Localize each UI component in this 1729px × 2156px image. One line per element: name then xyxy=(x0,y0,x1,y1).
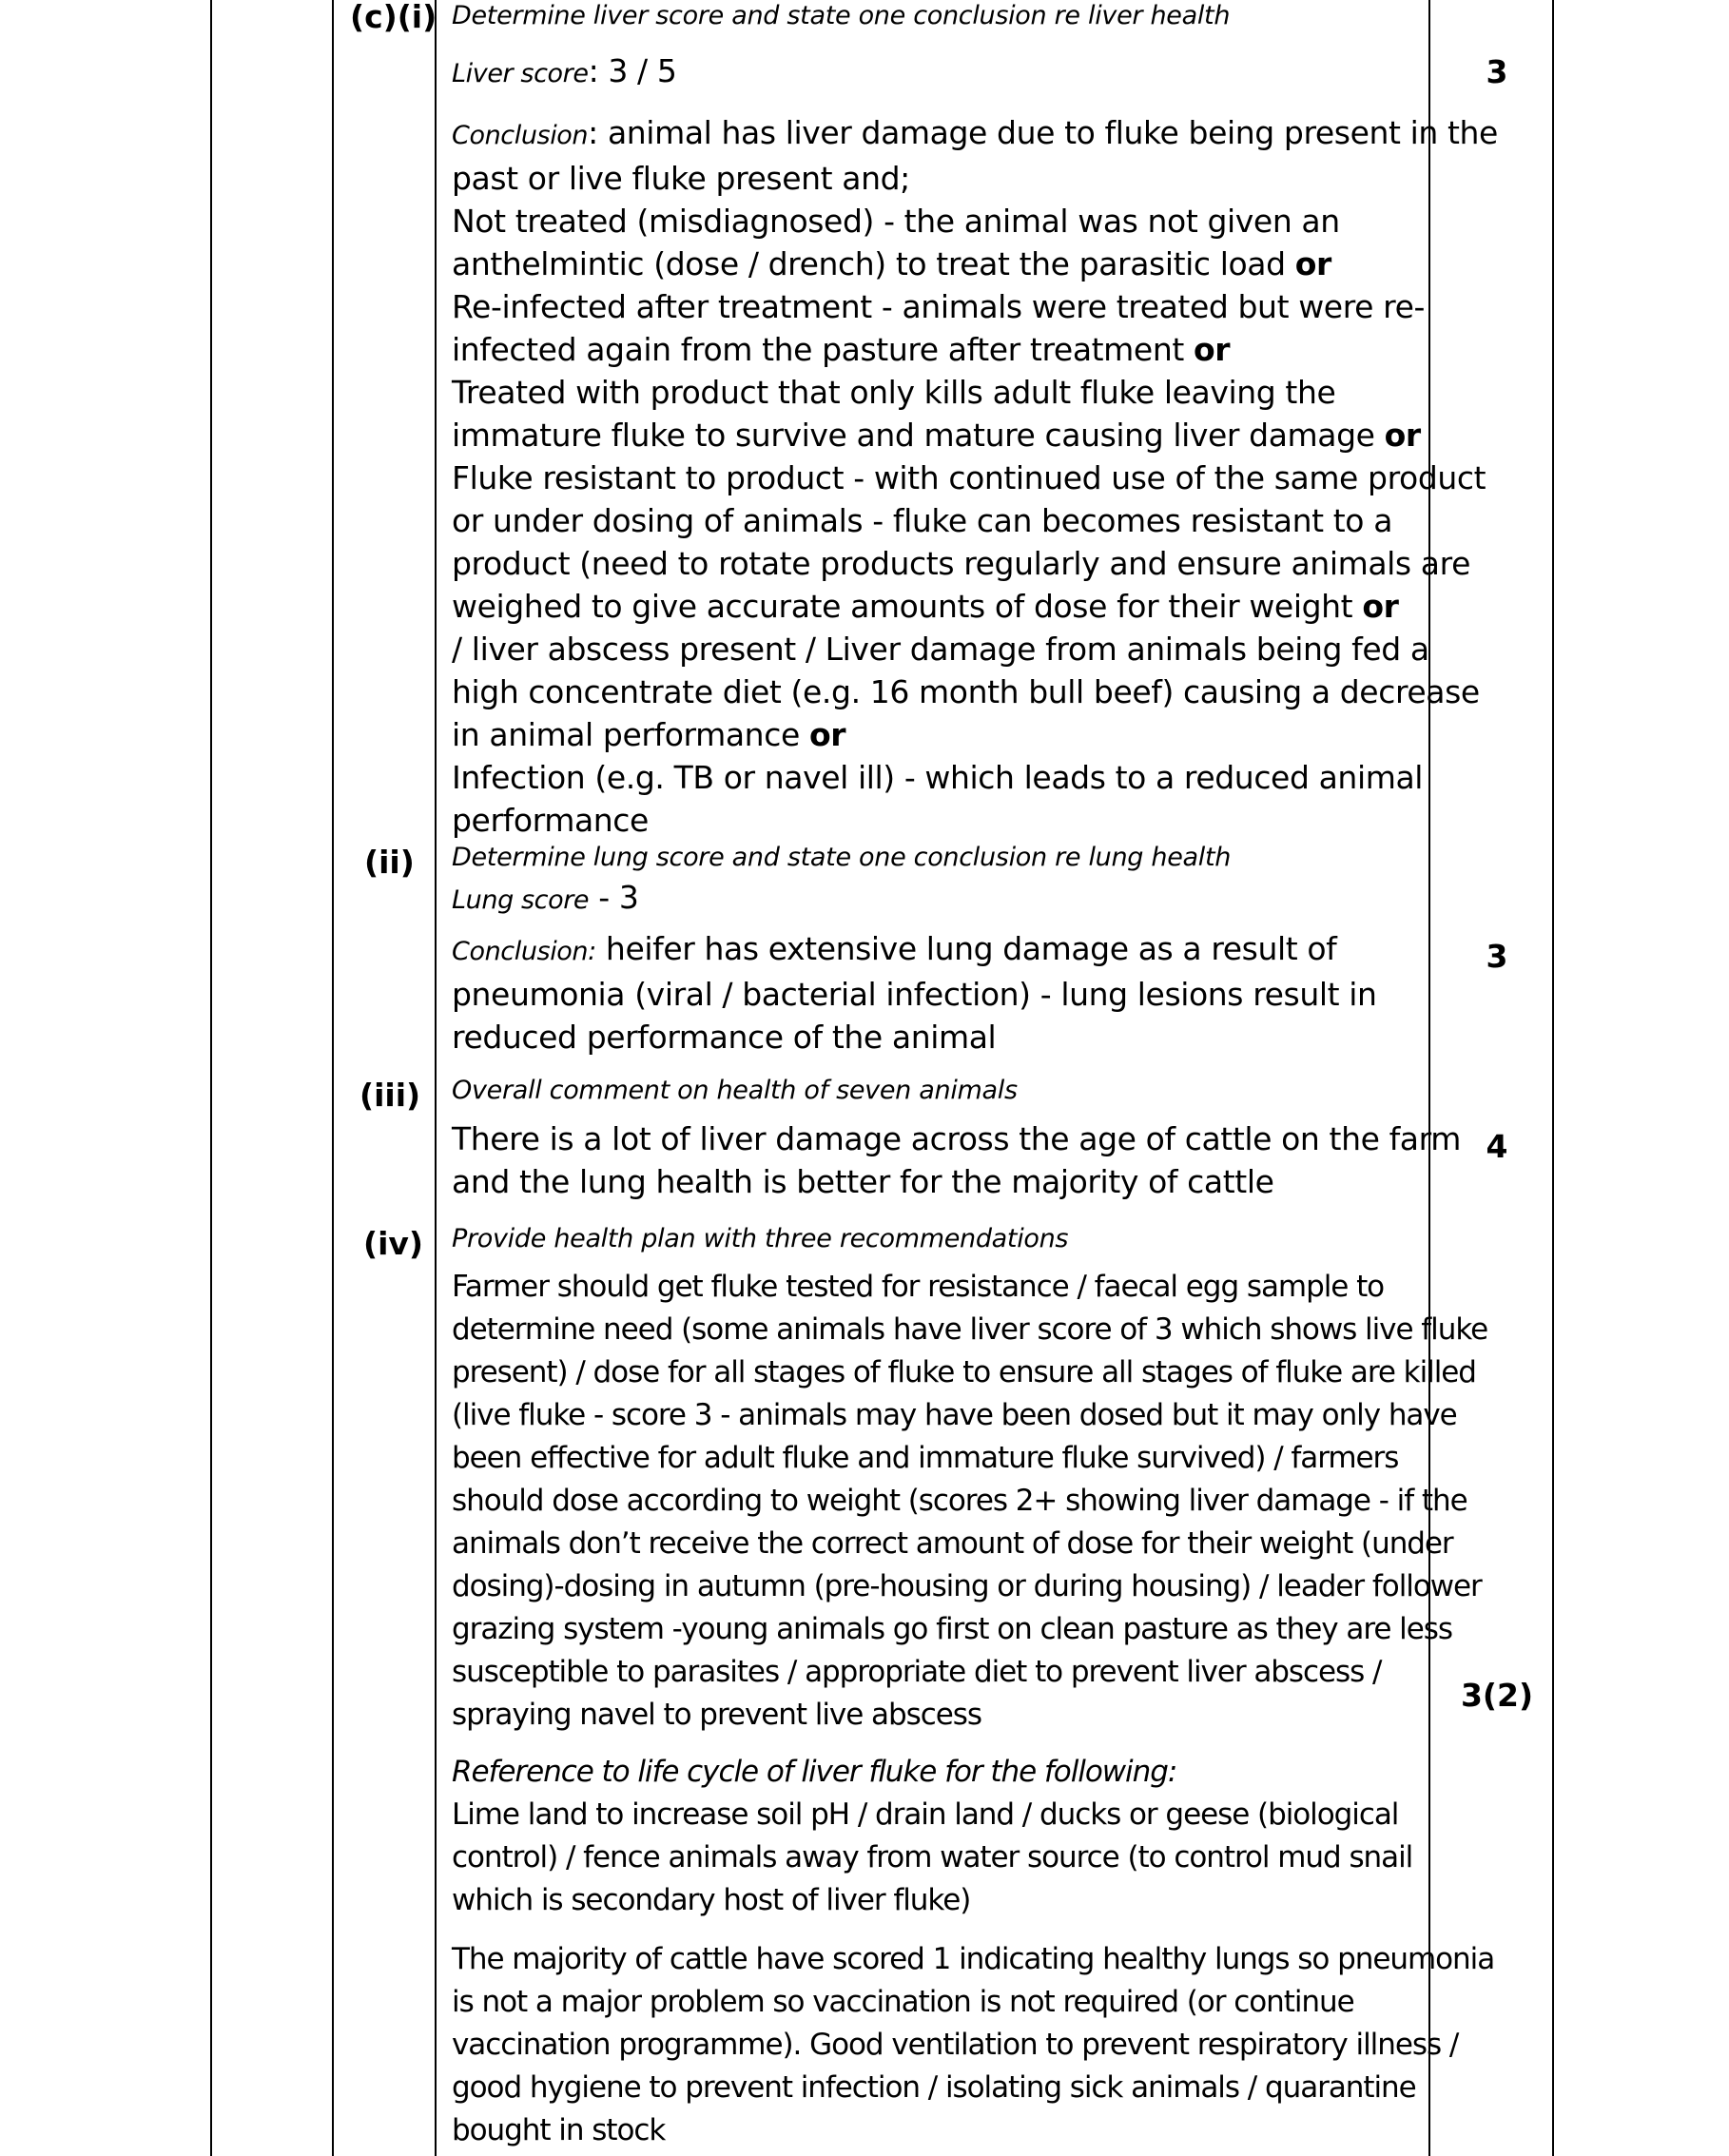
plan-line: bought in stock xyxy=(452,2113,666,2147)
overall-comment-line-1: There is a lot of liver damage across the age of cattle on the farm xyxy=(452,1120,1461,1157)
table-divider-answer xyxy=(435,0,437,2156)
part-label-iii: (iii) xyxy=(359,1077,421,1114)
plan-line: spraying navel to prevent live abscess xyxy=(452,1698,981,1732)
plan-line: present) / dose for all stages of fluke to ensure all stages of fluke are killed xyxy=(452,1355,1476,1389)
marks-ii: 3 xyxy=(1486,938,1508,975)
plan-line: which is secondary host of liver fluke) xyxy=(452,1883,971,1917)
plan-line: Lime land to increase soil pH / drain land / ducks or geese (biological xyxy=(452,1797,1399,1832)
or-keyword: or xyxy=(1294,245,1331,282)
liver-conclusion-line-15: in animal performance or xyxy=(452,716,846,753)
liver-conclusion-line-12: weighed to give accurate amounts of dose for their weight or xyxy=(452,588,1399,625)
lung-conclusion-label: Conclusion: xyxy=(452,937,596,966)
plan-line: The majority of cattle have scored 1 indicating healthy lungs so pneumonia xyxy=(452,1942,1495,1976)
lung-conclusion-line-3: reduced performance of the animal xyxy=(452,1019,997,1056)
plan-line: been effective for adult fluke and immature fluke survived) / farmers xyxy=(452,1441,1399,1475)
liver-conclusion-line-7: Treated with product that only kills adult fluke leaving the xyxy=(452,374,1336,411)
lung-conclusion xyxy=(452,927,1377,1059)
marks-iv: 3(2) xyxy=(1460,1677,1534,1714)
liver-conclusion-line-6: infected again from the pasture after treatment or xyxy=(452,331,1231,368)
plan-line: is not a major problem so vaccination is not required (or continue xyxy=(452,1985,1354,2019)
liver-conclusion-line-10: or under dosing of animals - fluke can becomes resistant to a xyxy=(452,502,1393,539)
health-plan-paragraph-2 xyxy=(452,1751,1412,1922)
lung-score-value: - 3 xyxy=(589,879,639,916)
liver-score-value: : 3 / 5 xyxy=(588,52,677,89)
plan-line: vaccination programme). Good ventilation to prevent respiratory illness / xyxy=(452,2028,1459,2062)
liver-conclusion-line-4: anthelmintic (dose / drench) to treat the parasitic load or xyxy=(452,245,1331,282)
lung-conclusion-line-1: Conclusion: heifer has extensive lung damage as a result of xyxy=(452,930,1337,967)
liver-conclusion-line-13: / liver abscess present / Liver damage from animals being fed a xyxy=(452,631,1429,668)
liver-score-line xyxy=(452,49,676,95)
liver-score-label: Liver score xyxy=(452,59,589,88)
liver-conclusion-line-16: Infection (e.g. TB or navel ill) - which leads to a reduced animal xyxy=(452,759,1424,796)
overall-comment-line-2: and the lung health is better for the majority of cattle xyxy=(452,1163,1274,1200)
or-keyword: or xyxy=(808,716,846,753)
marks-c-i: 3 xyxy=(1486,53,1508,90)
plan-line: good hygiene to prevent infection / isolating sick animals / quarantine xyxy=(452,2070,1416,2105)
part-label-ii: (ii) xyxy=(364,844,415,881)
part-label-iv: (iv) xyxy=(363,1225,423,1262)
part-label-c-i: (c)(i) xyxy=(350,0,437,35)
or-keyword: or xyxy=(1384,417,1421,454)
health-plan-paragraph-3 xyxy=(452,1938,1494,2152)
health-plan-paragraph-1 xyxy=(452,1266,1487,1737)
lung-score-label: Lung score xyxy=(452,885,590,915)
plan-line: should dose according to weight (scores 2+ showing liver damage - if the xyxy=(452,1484,1467,1518)
plan-line: control) / fence animals away from water source (to control mud snail xyxy=(452,1840,1413,1874)
marks-iii: 4 xyxy=(1486,1128,1508,1165)
instruction-c-i: Determine liver score and state one conclusion re liver health xyxy=(452,1,1231,30)
or-keyword: or xyxy=(1362,588,1399,625)
liver-conclusion-line-1: Conclusion: animal has liver damage due to fluke being present in the xyxy=(452,114,1498,151)
plan-line: susceptible to parasites / appropriate diet to prevent liver abscess / xyxy=(452,1655,1382,1689)
liver-conclusion-line-14: high concentrate diet (e.g. 16 month bull beef) causing a decrease xyxy=(452,673,1480,710)
table-divider-label xyxy=(332,0,334,2156)
liver-conclusion xyxy=(452,111,1498,842)
liver-conclusion-line-3: Not treated (misdiagnosed) - the animal was not given an xyxy=(452,203,1340,240)
overall-comment xyxy=(452,1117,1461,1203)
table-border-right xyxy=(1552,0,1554,2156)
liver-conclusion-line-5: Re-infected after treatment - animals were treated but were re- xyxy=(452,288,1425,325)
plan-line: grazing system -young animals go first on clean pasture as they are less xyxy=(452,1612,1452,1646)
liver-conclusion-line-8: immature fluke to survive and mature causing liver damage or xyxy=(452,417,1421,454)
plan-line: animals don’t receive the correct amount of dose for their weight (under xyxy=(452,1526,1453,1561)
or-keyword: or xyxy=(1193,331,1231,368)
plan-line: (live fluke - score 3 - animals may have been dosed but it may only have xyxy=(452,1398,1457,1432)
liver-conclusion-line-9: Fluke resistant to product - with continued use of the same product xyxy=(452,459,1486,496)
instruction-ii: Determine lung score and state one conclusion re lung health xyxy=(452,843,1232,872)
liver-conclusion-line-11: product (need to rotate products regularly and ensure animals are xyxy=(452,545,1470,582)
instruction-iv: Provide health plan with three recommendations xyxy=(452,1224,1069,1253)
plan-line: Farmer should get fluke tested for resistance / faecal egg sample to xyxy=(452,1270,1385,1304)
plan-line: dosing)-dosing in autumn (pre-housing or during housing) / leader follower xyxy=(452,1569,1482,1603)
lung-conclusion-line-2: pneumonia (viral / bacterial infection) - lung lesions result in xyxy=(452,976,1377,1013)
liver-conclusion-line-2: past or live fluke present and; xyxy=(452,160,910,197)
liver-conclusion-label: Conclusion xyxy=(452,121,589,150)
table-border-left xyxy=(210,0,212,2156)
lung-score-line xyxy=(452,876,638,922)
plan-line: determine need (some animals have liver score of 3 which shows live fluke xyxy=(452,1312,1488,1347)
liver-conclusion-line-17: performance xyxy=(452,802,649,839)
life-cycle-heading: Reference to life cycle of liver fluke for the following: xyxy=(452,1755,1177,1789)
instruction-iii: Overall comment on health of seven animals xyxy=(452,1076,1018,1105)
